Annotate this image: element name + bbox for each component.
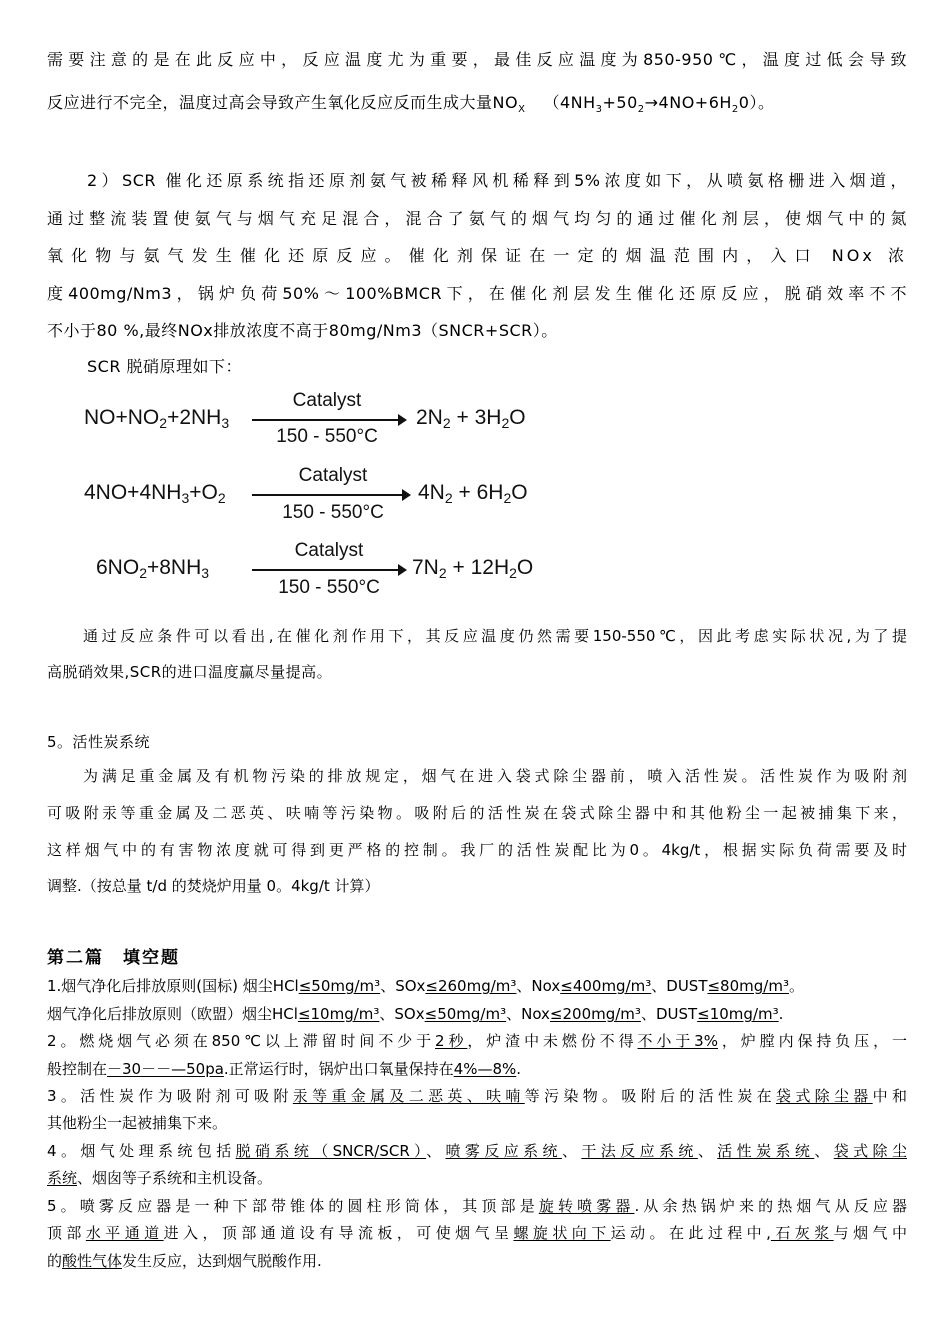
equation-1-right: $2N_2 + 3H_2O$ <box>416 406 526 431</box>
para2-line4: 度400mg/Nm3，锅炉负荷50%～100%BMCR下，在催化剂层发生催化还原反应，脱硝效率不不 <box>47 284 907 303</box>
section5-title: 5。活性炭系统 <box>47 733 151 751</box>
q2-line2: 般控制在－30－－—50pa.正常运行时，锅炉出口氧量保持在4%—8%. <box>47 1060 522 1078</box>
equation-3-arrow <box>252 569 400 571</box>
para2-line2: 通过整流装置使氨气与烟气充足混合，混合了氨气的烟气均匀的通过催化剂层，使烟气中的氮 <box>47 209 907 228</box>
q5-line3: 的酸性气体发生反应，达到烟气脱酸作用. <box>47 1252 322 1270</box>
para1-line1: 需要注意的是在此反应中，反应温度尤为重要，最佳反应温度为850-950℃，温度过低会导致 <box>47 50 907 69</box>
para3-line2: 高脱硝效果,SCR的进口温度赢尽量提高。 <box>47 663 333 681</box>
para2-line5: 不小于80 %,最终NOx排放浓度不高于80mg/Nm3（SNCR+SCR）。 <box>47 321 558 340</box>
scr-principle-label: SCR 脱硝原理如下： <box>87 357 243 376</box>
equation-1-temp: 150 - 550°C <box>276 426 378 447</box>
equation-1-catalyst: Catalyst <box>292 390 362 411</box>
equation-2-catalyst: Catalyst <box>298 465 368 486</box>
equation-3-right: $7N_2 + 12H_2O$ <box>412 556 534 581</box>
equation-1-arrow <box>252 419 400 421</box>
section5-line1: 为满足重金属及有机物污染的排放规定，烟气在进入袋式除尘器前，喷入活性炭。活性炭作为吸附剂 <box>83 767 907 785</box>
equation-3-catalyst: Catalyst <box>294 540 364 561</box>
q1-line1: 1.烟气净化后排放原则(国标) 烟尘HCl≤50mg/m³、SOx≤260mg/m³、Nox≤400mg/m³、DUST≤80mg/m³。 <box>47 977 804 995</box>
equation-2-right: $4N_2 + 6H_2O$ <box>418 481 528 506</box>
q3-line1: 3。活性炭作为吸附剂可吸附汞等重金属及二恶英、呋喃等污染物。吸附后的活性炭在袋式除尘器中和 <box>47 1087 907 1105</box>
equation-2-left: $4NO+4NH_3+O_2$ <box>84 481 226 506</box>
q4-line1: 4。烟气处理系统包括脱硝系统（SNCR/SCR）、喷雾反应系统、干法反应系统、活性炭系统、袋式除尘 <box>47 1142 907 1160</box>
para1-line2: 反应进行不完全，温度过高会导致产生氧化反应反而生成大量$NO_X$ $(4NH_3+50_2\to 4NO+6H_20)$。 <box>47 93 775 116</box>
equation-1-left: $NO+NO_2+2NH_3$ <box>84 406 230 431</box>
equation-2-temp: 150 - 550°C <box>282 502 384 523</box>
q3-line2: 其他粉尘一起被捕集下来。 <box>47 1114 228 1132</box>
q2-line1: 2。燃烧烟气必须在850℃以上滞留时间不少于2秒，炉渣中未燃份不得不小于3%，炉膛内保持负压，一 <box>47 1032 907 1050</box>
para2-line3: 氧化物与氨气发生催化还原反应。催化剂保证在一定的烟温范围内，入口 NOx 浓 <box>47 246 907 265</box>
equation-2-arrow <box>252 494 404 496</box>
para3-line1: 通过反应条件可以看出,在催化剂作用下，其反应温度仍然需要150-550℃，因此考虑实际状况,为了提 <box>83 627 907 645</box>
q4-line2: 系统、烟囱等子系统和主机设备。 <box>47 1169 273 1187</box>
section5-line3: 这样烟气中的有害物浓度就可得到更严格的控制。我厂的活性炭配比为0。4kg/t，根据实际负荷需要及时 <box>47 841 907 859</box>
q5-line1: 5。喷雾反应器是一种下部带锥体的圆柱形筒体，其顶部是旋转喷雾器.从余热锅炉来的热烟气从反应器 <box>47 1197 907 1215</box>
equation-3-left: $6NO_2+8NH_3$ <box>96 556 210 581</box>
equation-3-temp: 150 - 550°C <box>278 577 380 598</box>
part2-heading: 第二篇 填空题 <box>47 948 180 968</box>
q5-line2: 顶部水平通道进入，顶部通道设有导流板，可使烟气呈螺旋状向下运动。在此过程中,石灰浆与烟气中 <box>47 1224 907 1242</box>
section5-line4: 调整.（按总量 t/d 的焚烧炉用量 0。4kg/t 计算） <box>47 877 380 895</box>
para2-line1: 2）SCR 催化还原系统指还原剂氨气被稀释风机稀释到5%浓度如下，从喷氨格栅进入烟道， <box>87 171 907 190</box>
q1-line2: 烟气净化后排放原则（欧盟）烟尘HCl≤10mg/m³、SOx≤50mg/m³、Nox≤200mg/m³、DUST≤10mg/m³. <box>47 1005 784 1023</box>
section5-line2: 可吸附汞等重金属及二恶英、呋喃等污染物。吸附后的活性炭在袋式除尘器中和其他粉尘一起被捕集下来， <box>47 804 907 822</box>
